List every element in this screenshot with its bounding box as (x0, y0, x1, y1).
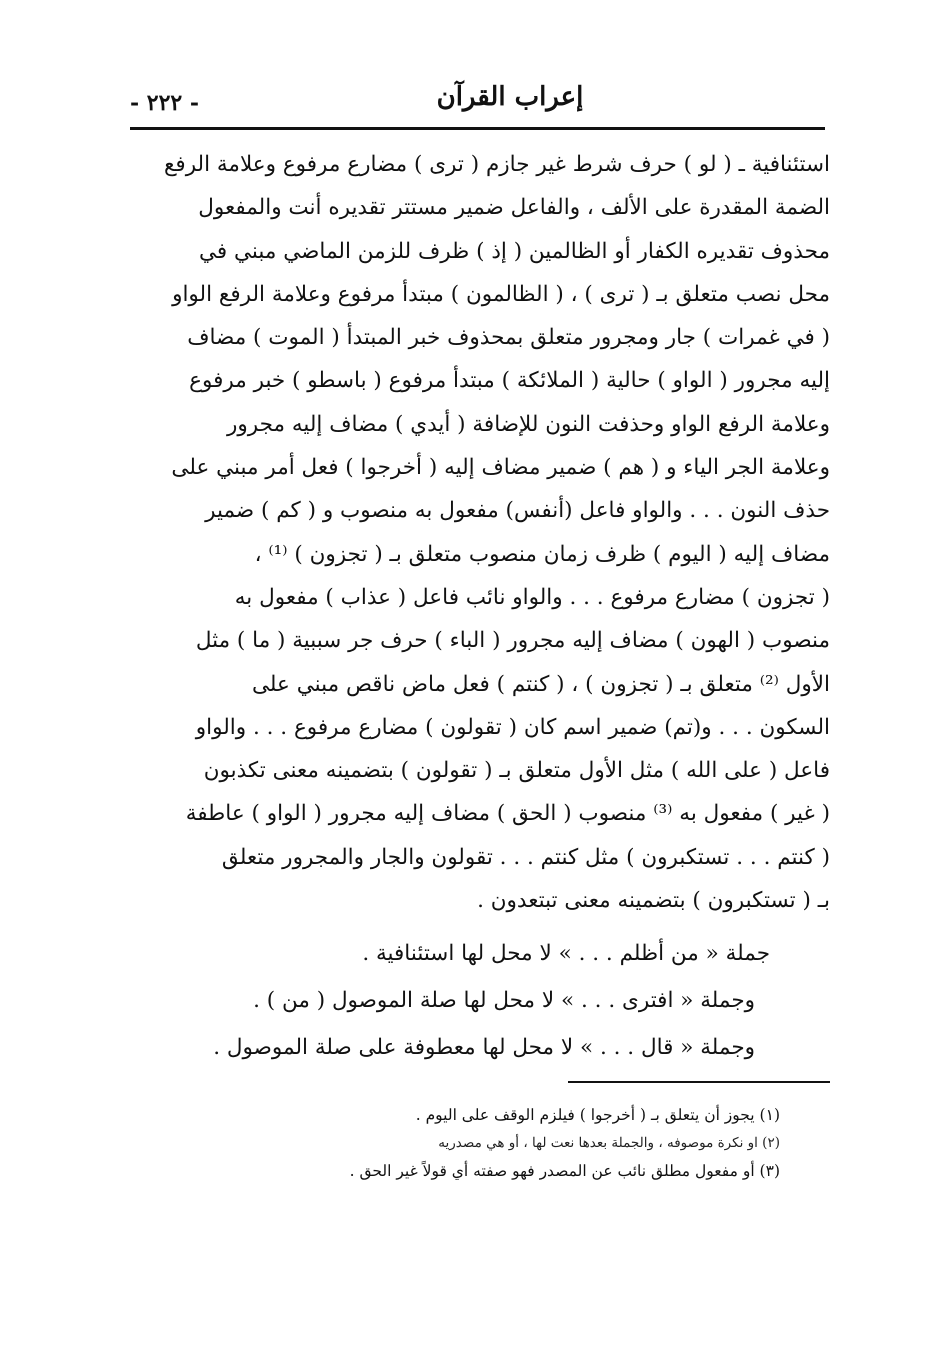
text-line: محذوف تقديره الكفار أو الظالمين ( إذ ) ظرف للزمن الماضي مبني في (198, 238, 830, 264)
text-line: وعلامة الرفع الواو وحذفت النون للإضافة ( أيدي ) مضاف إليه مجرور (226, 411, 830, 437)
text-line: مضاف إليه ( اليوم ) ظرف زمان منصوب متعلق بـ ( تجزون ) ⁽¹⁾ ، (254, 541, 830, 567)
footnote-3: (٣) أو مفعول مطلق نائب عن المصدر فهو صفته أي قولاً غير الحق . (349, 1162, 780, 1180)
text-line: فاعل ( على الله ) مثل الأول متعلق بـ ( تقولون ) بتضمينه معنى تكذبون (203, 758, 830, 784)
sentence-line: وجملة « قال . . . » لا محل لها معطوفة على صلة الموصول . (213, 1035, 755, 1060)
footnote-rule (568, 1081, 830, 1083)
text-line: بـ ( تستكبرون ) بتضمينه معنى تبتعدون . (477, 888, 830, 914)
page-number: - ٢٢٢ - (130, 90, 200, 116)
sentence-line: وجملة « افترى . . . » لا محل لها صلة الموصول ( من ) . (253, 988, 755, 1013)
book-title: إعراب القرآن (436, 82, 584, 112)
sentence-line: جملة « من أظلم . . . » لا محل لها استئنافية . (362, 941, 770, 966)
footnote-2: (٢) او نكرة موصوفه ، والجملة بعدها نعت لها ، أو هي مصدريه (438, 1135, 780, 1151)
text-line: ( تجزون ) مضارع مرفوع . . . والواو نائب فاعل ( عذاب ) مفعول به (234, 584, 830, 610)
text-line: حذف النون . . . والواو فاعل (أنفس) مفعول به منصوب و ( كم ) ضمير (205, 498, 830, 524)
text-line: ( غير ) مفعول به ⁽³⁾ منصوب ( الحق ) مضاف إليه مجرور ( الواو ) عاطفة (185, 801, 830, 827)
text-line: إليه مجرور ( الواو ) حالية ( الملائكة ) مبتدأ مرفوع ( باسطو ) خبر مرفوع (189, 368, 830, 394)
text-line: استئنافية ـ ( لو ) حرف شرط غير جازم ( ترى ) مضارع مرفوع وعلامة الرفع (163, 152, 830, 177)
footnotes (200, 1101, 780, 1185)
main-text (130, 143, 830, 922)
text-line: وعلامة الجر الياء و ( هم ) ضمير مضاف إليه ( أخرجوا ) فعل أمر مبني على (171, 455, 830, 481)
text-line: ( في غمرات ) جار ومجرور متعلق بمحذوف خبر المبتدأ ( الموت ) مضاف (187, 325, 830, 351)
text-line: السكون . . . و(تم) ضمير اسم كان ( تقولون ) مضارع مرفوع . . . والواو (195, 714, 830, 740)
header-rule (130, 127, 825, 130)
sentence-analysis (200, 930, 830, 1071)
text-line: الأول ⁽²⁾ متعلق بـ ( تجزون ) ، ( كنتم ) فعل ماض ناقص مبني على (252, 671, 830, 697)
text-line: الضمة المقدرة على الألف ، والفاعل ضمير مستتر تقديره أنت والمفعول (198, 195, 830, 221)
text-line: منصوب ( الهون ) مضاف إليه مجرور ( الباء ) حرف جر سببية ( ما ) مثل (195, 628, 830, 654)
text-line: ( كنتم . . . تستكبرون ) مثل كنتم . . . تقولون والجار والمجرور متعلق (221, 844, 830, 870)
page-header (130, 78, 820, 128)
text-line: محل نصب متعلق بـ ( ترى ) ، ( الظالمون ) مبتدأ مرفوع وعلامة الرفع الواو (172, 281, 830, 307)
footnote-1: (١) يجوز أن يتعلق بـ ( أخرجوا ) فيلزم الوقف على اليوم . (415, 1106, 780, 1124)
